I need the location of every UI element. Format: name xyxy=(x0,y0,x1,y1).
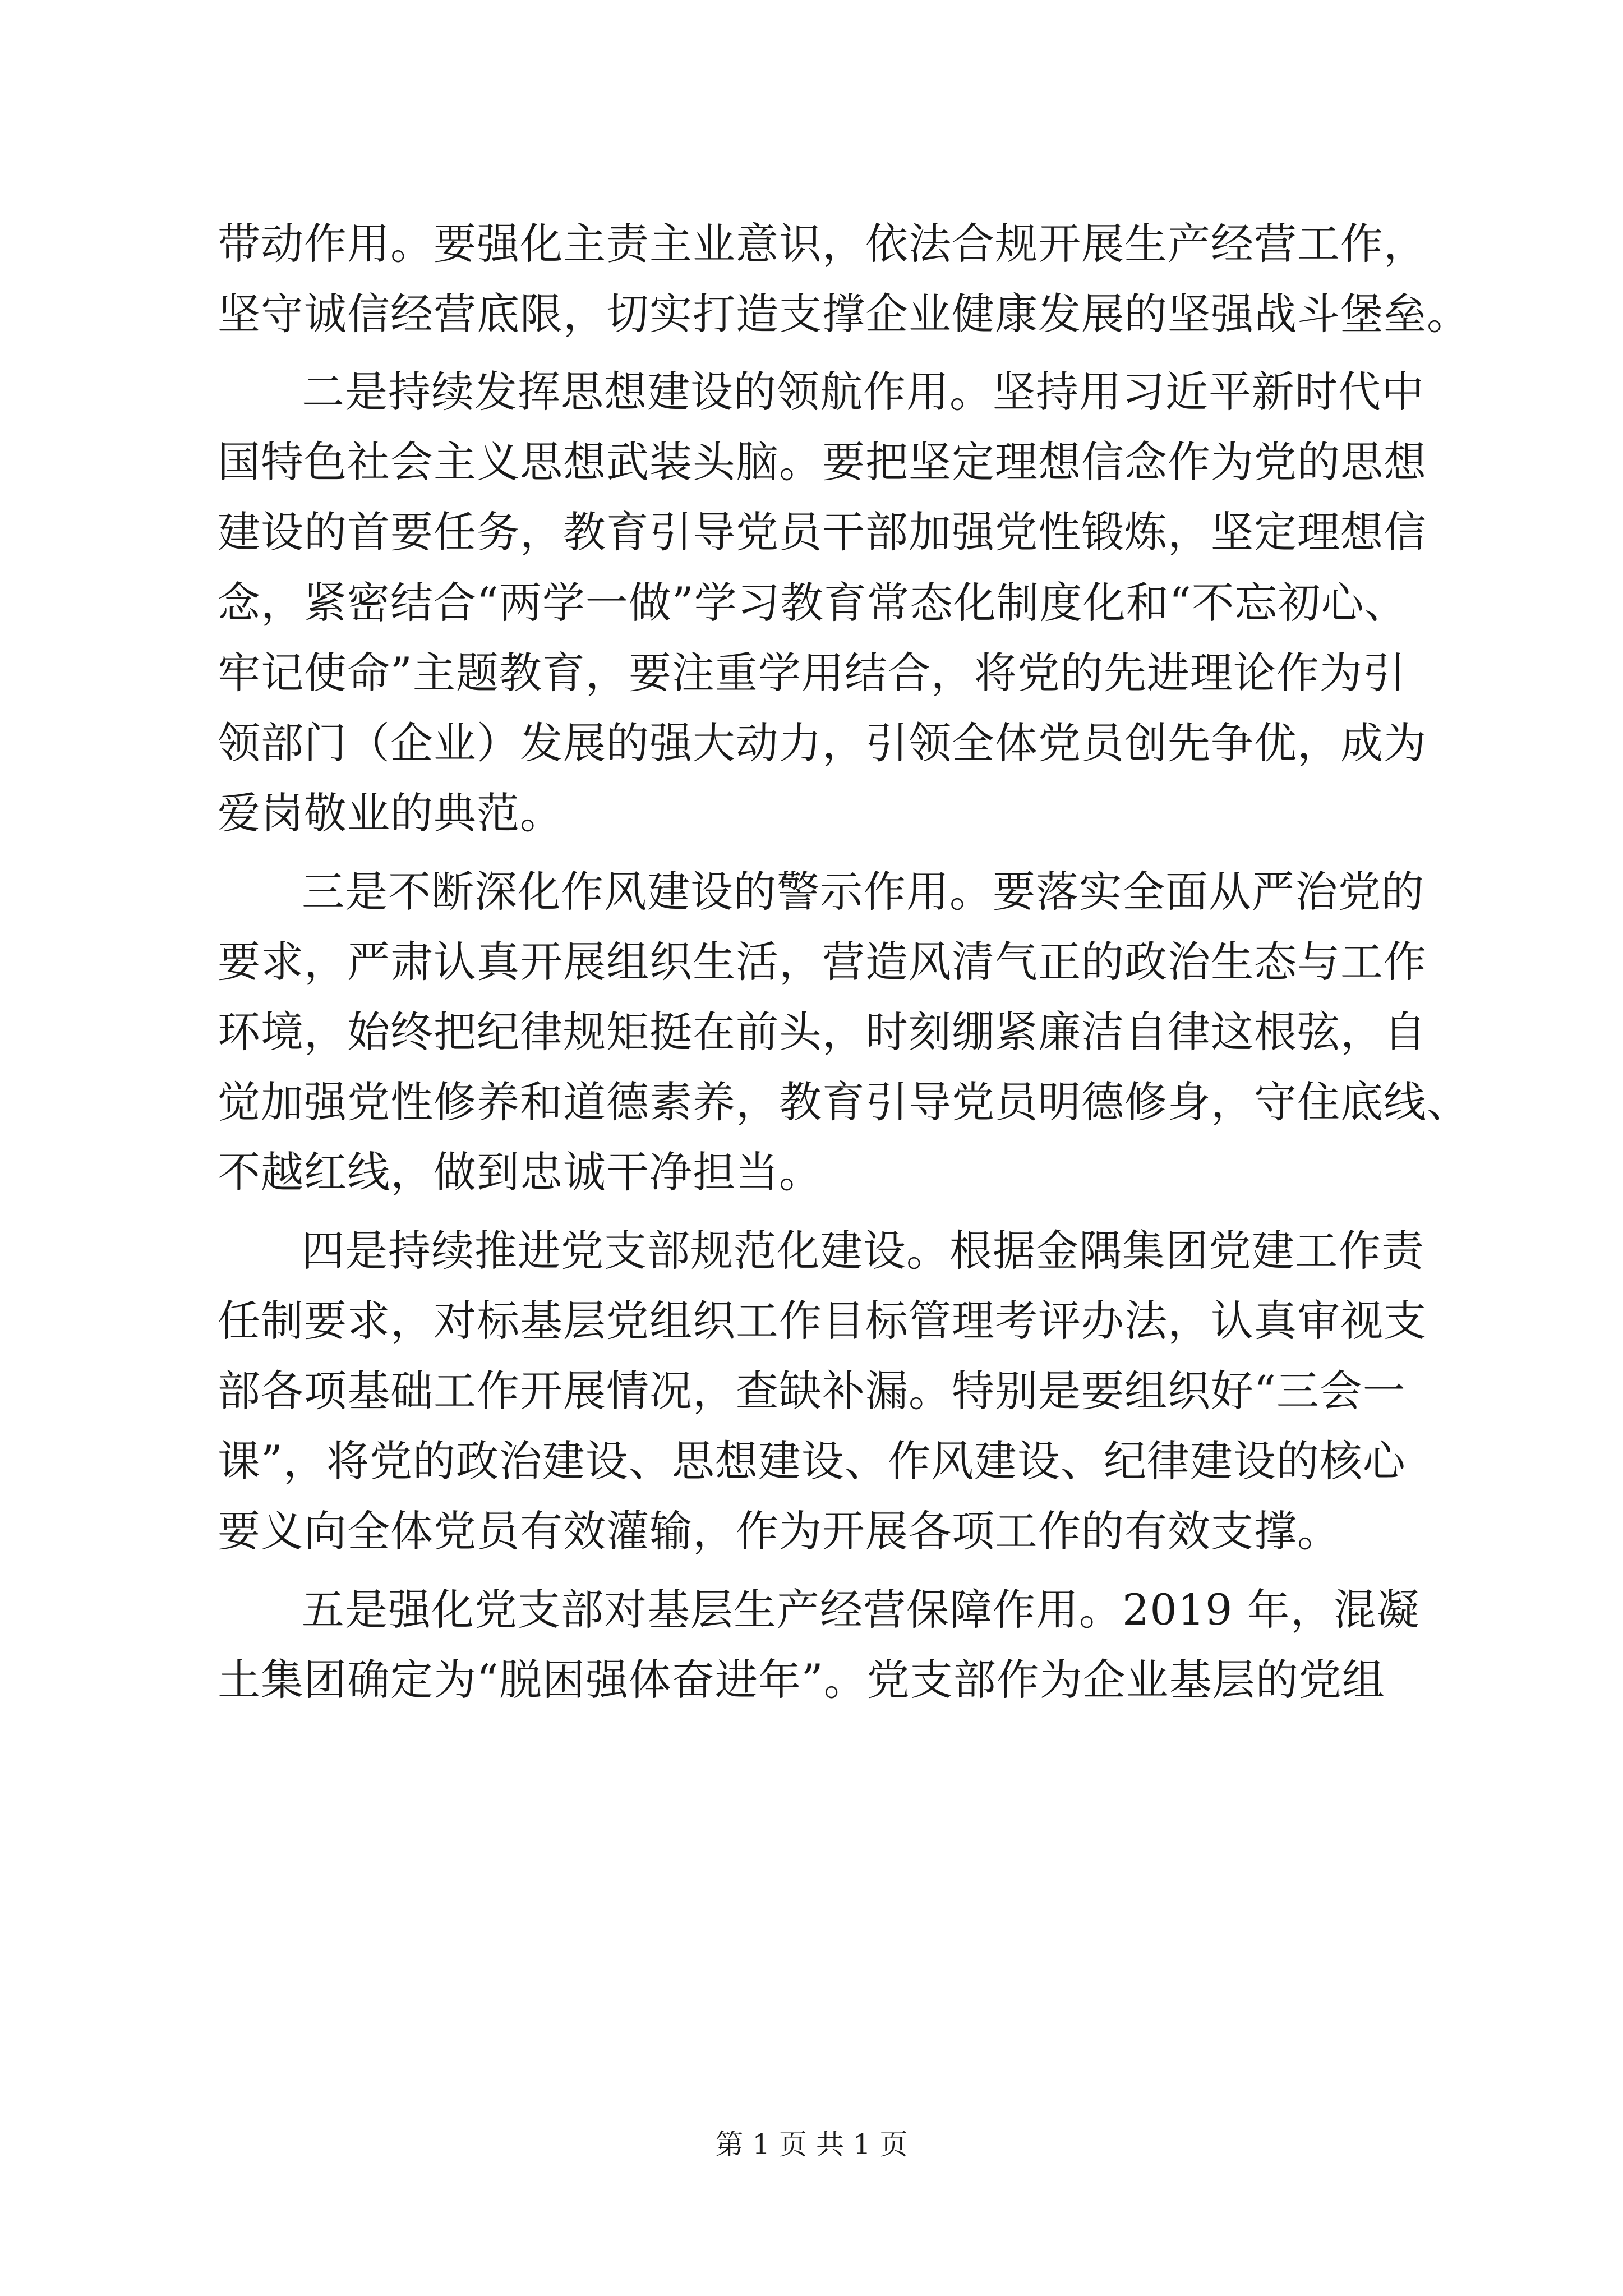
text-line: 课”，将党的政治建设、思想建设、作风建设、纪律建设的核心 xyxy=(218,1436,1406,1486)
text-line: 牢记使命”主题教育，要注重学用结合，将党的先进理论作为引 xyxy=(218,648,1406,698)
text-line: 要义向全体党员有效灌输，作为开展各项工作的有效支撑。 xyxy=(218,1506,1340,1556)
text-line: 土集团确定为“脱困强体奋进年”。党支部作为企业基层的党组 xyxy=(218,1655,1385,1705)
text-line: 觉加强党性修养和道德素养，教育引导党员明德修身，守住底线、 xyxy=(218,1077,1470,1127)
text-line: 领部门（企业）发展的强大动力，引领全体党员创先争优，成为 xyxy=(218,718,1427,768)
text-line: 带动作用。要强化主责主业意识，依法合规开展生产经营工作， xyxy=(218,219,1427,269)
text-line: 不越红线，做到忠诚干净担当。 xyxy=(218,1147,822,1197)
page-footer: 第 1 页 共 1 页 xyxy=(715,2128,908,2161)
text-line: 建设的首要任务，教育引导党员干部加强党性锻炼，坚定理想信 xyxy=(218,507,1427,557)
text-line: 国特色社会主义思想武装头脑。要把坚定理想信念作为党的思想 xyxy=(218,437,1427,487)
paragraph-start-line: 二是持续发挥思想建设的领航作用。坚持用习近平新时代中 xyxy=(302,367,1424,417)
text-line: 任制要求，对标基层党组织工作目标管理考评办法，认真审视支 xyxy=(218,1296,1427,1346)
paragraph-start-line: 三是不断深化作风建设的警示作用。要落实全面从严治党的 xyxy=(302,867,1424,917)
paragraph-start-line: 五是强化党支部对基层生产经营保障作用。2019 年，混凝 xyxy=(302,1585,1420,1635)
text-line: 环境，始终把纪律规矩挺在前头，时刻绷紧廉洁自律这根弦，自 xyxy=(218,1007,1427,1057)
paragraph-start-line: 四是持续推进党支部规范化建设。根据金隅集团党建工作责 xyxy=(302,1226,1424,1276)
text-line: 部各项基础工作开展情况，查缺补漏。特别是要组织好“三会一 xyxy=(218,1366,1406,1416)
text-line: 要求，严肃认真开展组织生活，营造风清气正的政治生态与工作 xyxy=(218,937,1427,987)
text-line: 念，紧密结合“两学一做”学习教育常态化制度化和“不忘初心、 xyxy=(218,578,1408,628)
text-line: 坚守诚信经营底限，切实打造支撑企业健康发展的坚强战斗堡垒。 xyxy=(218,289,1470,339)
text-line: 爱岗敬业的典范。 xyxy=(218,788,563,838)
